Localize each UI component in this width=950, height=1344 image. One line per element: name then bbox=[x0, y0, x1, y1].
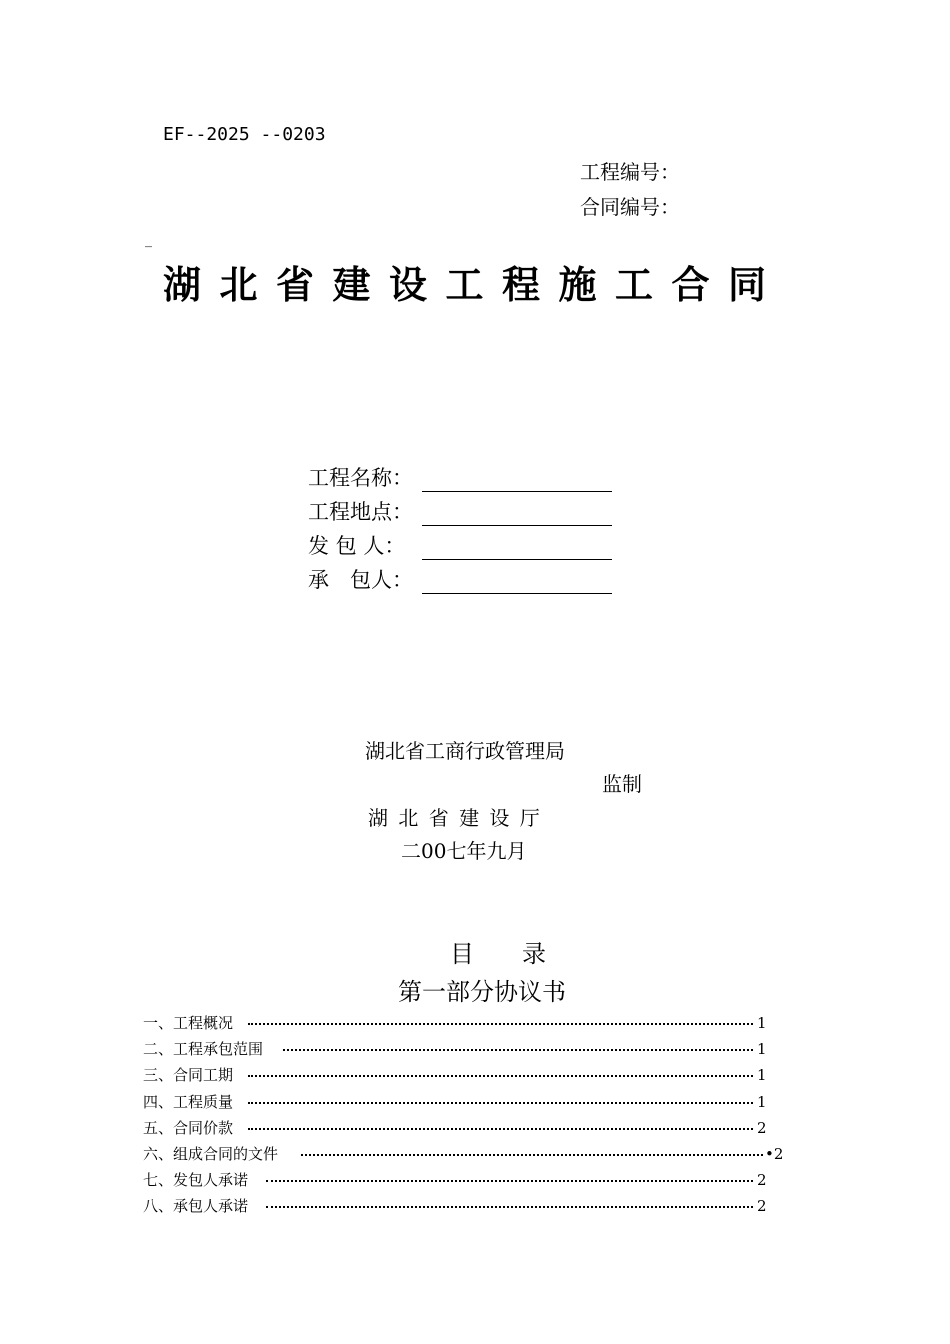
project-name-blank[interactable] bbox=[422, 467, 612, 492]
toc-item-label: 一、工程概况 bbox=[143, 1014, 234, 1032]
field-label: 发 包 人： bbox=[308, 534, 406, 558]
contract-number-label: 合同编号： bbox=[580, 195, 680, 219]
field-contractor bbox=[308, 564, 612, 594]
toc-item[interactable] bbox=[143, 1167, 803, 1193]
toc-item-label: 三、合同工期 bbox=[143, 1066, 234, 1085]
project-number-label: 工程编号： bbox=[580, 160, 680, 184]
toc-item-label: 四、工程质量 bbox=[143, 1092, 234, 1111]
publication-date: 二00七年九月 bbox=[401, 839, 527, 863]
field-employer bbox=[308, 530, 612, 560]
field-project-location bbox=[308, 496, 612, 526]
toc-item[interactable] bbox=[143, 1062, 803, 1088]
supervision-bureau: 湖北省工商行政管理局 bbox=[365, 739, 565, 763]
toc-heading: 目 录 bbox=[450, 940, 546, 968]
toc-item-label: 七、发包人承诺 bbox=[143, 1171, 249, 1190]
contract-title: 湖北省建设工程施工合同 bbox=[163, 263, 785, 307]
toc-item[interactable] bbox=[143, 1141, 803, 1167]
toc-item-page: 1 bbox=[757, 1092, 767, 1111]
contractor-blank[interactable] bbox=[422, 569, 612, 594]
supervision-made: 监制 bbox=[602, 772, 642, 796]
toc-leader-dots bbox=[248, 1128, 753, 1130]
toc-item[interactable] bbox=[143, 1115, 803, 1141]
toc-item-page: 2 bbox=[757, 1171, 767, 1190]
toc-item-label: 二、工程承包范围 bbox=[143, 1040, 264, 1059]
toc-leader-dots bbox=[266, 1206, 753, 1208]
toc-item-page: 2 bbox=[757, 1197, 767, 1216]
toc-leader-dots bbox=[301, 1154, 763, 1156]
toc-item-page: 2 bbox=[757, 1118, 767, 1137]
toc-leader-dots bbox=[283, 1049, 753, 1051]
toc-item-label: 五、合同价款 bbox=[143, 1118, 234, 1137]
toc-item[interactable] bbox=[143, 1036, 803, 1062]
document-code: EF--2025 --0203 bbox=[163, 124, 326, 145]
field-label: 工程地点： bbox=[308, 500, 413, 524]
toc-item-page: 1 bbox=[757, 1040, 767, 1059]
employer-blank[interactable] bbox=[422, 535, 612, 560]
toc-item-page: 1 bbox=[757, 1066, 767, 1085]
field-label: 承 包人： bbox=[308, 568, 413, 592]
supervision-department: 湖 北 省 建 设 厅 bbox=[368, 806, 542, 830]
toc-leader-dots bbox=[266, 1180, 753, 1182]
dash-mark: _ bbox=[145, 232, 152, 248]
table-of-contents bbox=[143, 1010, 803, 1220]
toc-item-page: 1 bbox=[757, 1014, 767, 1032]
toc-item-label: 八、承包人承诺 bbox=[143, 1197, 249, 1216]
toc-item[interactable] bbox=[143, 1010, 803, 1036]
toc-leader-dots bbox=[248, 1075, 753, 1077]
toc-item-page: •2 bbox=[765, 1144, 784, 1163]
toc-leader-dots bbox=[248, 1023, 753, 1025]
toc-item[interactable] bbox=[143, 1089, 803, 1115]
field-project-name bbox=[308, 462, 612, 492]
toc-leader-dots bbox=[248, 1102, 753, 1104]
toc-item-label: 六、组成合同的文件 bbox=[143, 1144, 279, 1163]
project-location-blank[interactable] bbox=[422, 501, 612, 526]
field-label: 工程名称： bbox=[308, 466, 413, 490]
toc-part-title: 第一部分协议书 bbox=[398, 978, 566, 1006]
toc-item[interactable] bbox=[143, 1193, 803, 1219]
